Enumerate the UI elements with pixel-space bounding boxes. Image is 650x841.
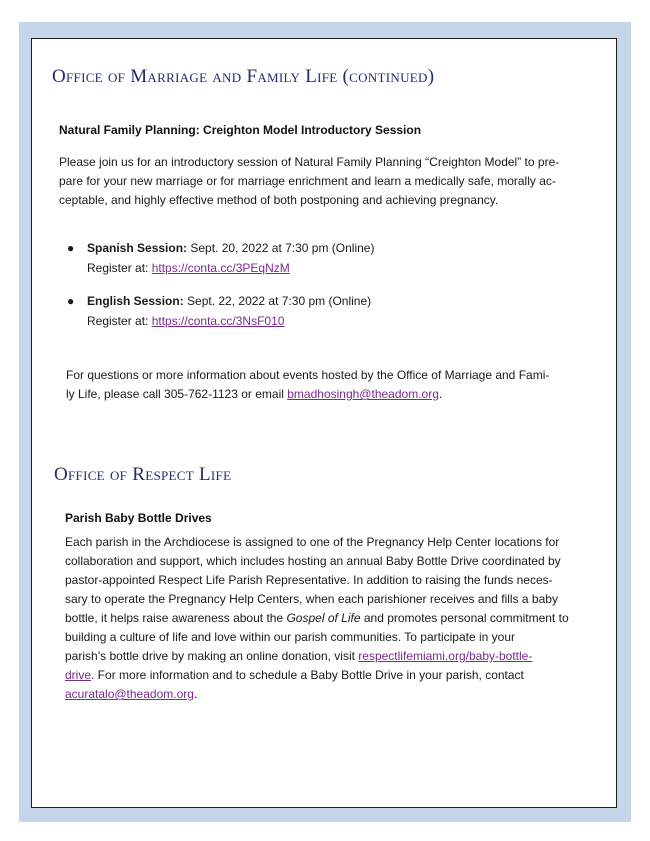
- bottle-line: pastor-appointed Respect Life Parish Representative. In addition to raising the funds neces-: [65, 573, 553, 587]
- bottle-line: collaboration and support, which includes hosting an annual Baby Bottle Drive coordinated by: [65, 554, 561, 568]
- session-detail: Sept. 22, 2022 at 7:30 pm (Online): [183, 294, 372, 308]
- nfp-intro: [59, 153, 599, 210]
- section-title-marriage-family: Office of Marriage and Family Life (continued): [52, 66, 435, 87]
- gospel-of-life-italic: Gospel of Life: [286, 611, 361, 625]
- list-item: [67, 238, 567, 278]
- contact-line2-prefix: ly Life, please call 305-762-1123 or email: [66, 387, 288, 401]
- nfp-intro-line1: Please join us for an introductory session of Natural Family Planning “Creighton Model” to pre-: [59, 155, 560, 169]
- nfp-intro-line3: ceptable, and highly effective method of both postponing and achieving pregnancy.: [59, 193, 499, 207]
- bottle-line5-suffix: and promotes personal commitment to: [360, 611, 569, 625]
- bullet-icon: ●: [67, 294, 75, 308]
- bottle-line: sary to operate the Pregnancy Help Centers, when each parishioner receives and fills a baby: [65, 592, 558, 606]
- contact-line2-suffix: .: [438, 387, 443, 401]
- session-label: English Session:: [87, 294, 184, 308]
- spanish-register-link[interactable]: https://conta.cc/3PEqNzM: [151, 261, 290, 275]
- marriage-contact-paragraph: [66, 366, 606, 404]
- bottle-line: Each parish in the Archdiocese is assigned to one of the Pregnancy Help Center locations for: [65, 535, 560, 549]
- english-register-link[interactable]: https://conta.cc/3NsF010: [151, 314, 285, 328]
- bottle-drive-heading: Parish Baby Bottle Drives: [65, 511, 212, 525]
- bottle-line7-prefix: parish’s bottle drive by making an online donation, visit: [65, 649, 359, 663]
- respect-life-email-link[interactable]: acuratalo@theadom.org: [65, 687, 194, 701]
- contact-email-link[interactable]: bmadhosingh@theadom.org: [287, 387, 439, 401]
- session-label: Spanish Session:: [87, 241, 188, 255]
- baby-bottle-drive-link-cont[interactable]: drive: [65, 668, 92, 682]
- end-period: .: [193, 687, 198, 701]
- register-prefix: Register at:: [87, 314, 152, 328]
- session-detail: Sept. 20, 2022 at 7:30 pm (Online): [187, 241, 375, 255]
- bottle-line8-suffix: . For more information and to schedule a Baby Bottle Drive in your parish, contact: [91, 668, 524, 682]
- baby-bottle-drive-link[interactable]: respectlifemiami.org/baby-bottle-: [358, 649, 533, 663]
- bullet-icon: ●: [67, 241, 75, 255]
- list-item: [67, 291, 567, 331]
- contact-line1: For questions or more information about events hosted by the Office of Marriage and Fami-: [66, 368, 550, 382]
- nfp-heading: Natural Family Planning: Creighton Model Introductory Session: [59, 123, 422, 137]
- bottle-line: building a culture of life and love within our parish communities. To participate in your: [65, 630, 516, 644]
- nfp-intro-line2: pare for your new marriage or for marriage enrichment and learn a medically safe, morally ac-: [59, 174, 556, 188]
- bottle-drive-paragraph: [65, 533, 605, 704]
- section-title-respect-life: Office of Respect Life: [54, 464, 232, 485]
- bottle-line5-prefix: bottle, it helps raise awareness about the: [65, 611, 287, 625]
- register-prefix: Register at:: [87, 261, 152, 275]
